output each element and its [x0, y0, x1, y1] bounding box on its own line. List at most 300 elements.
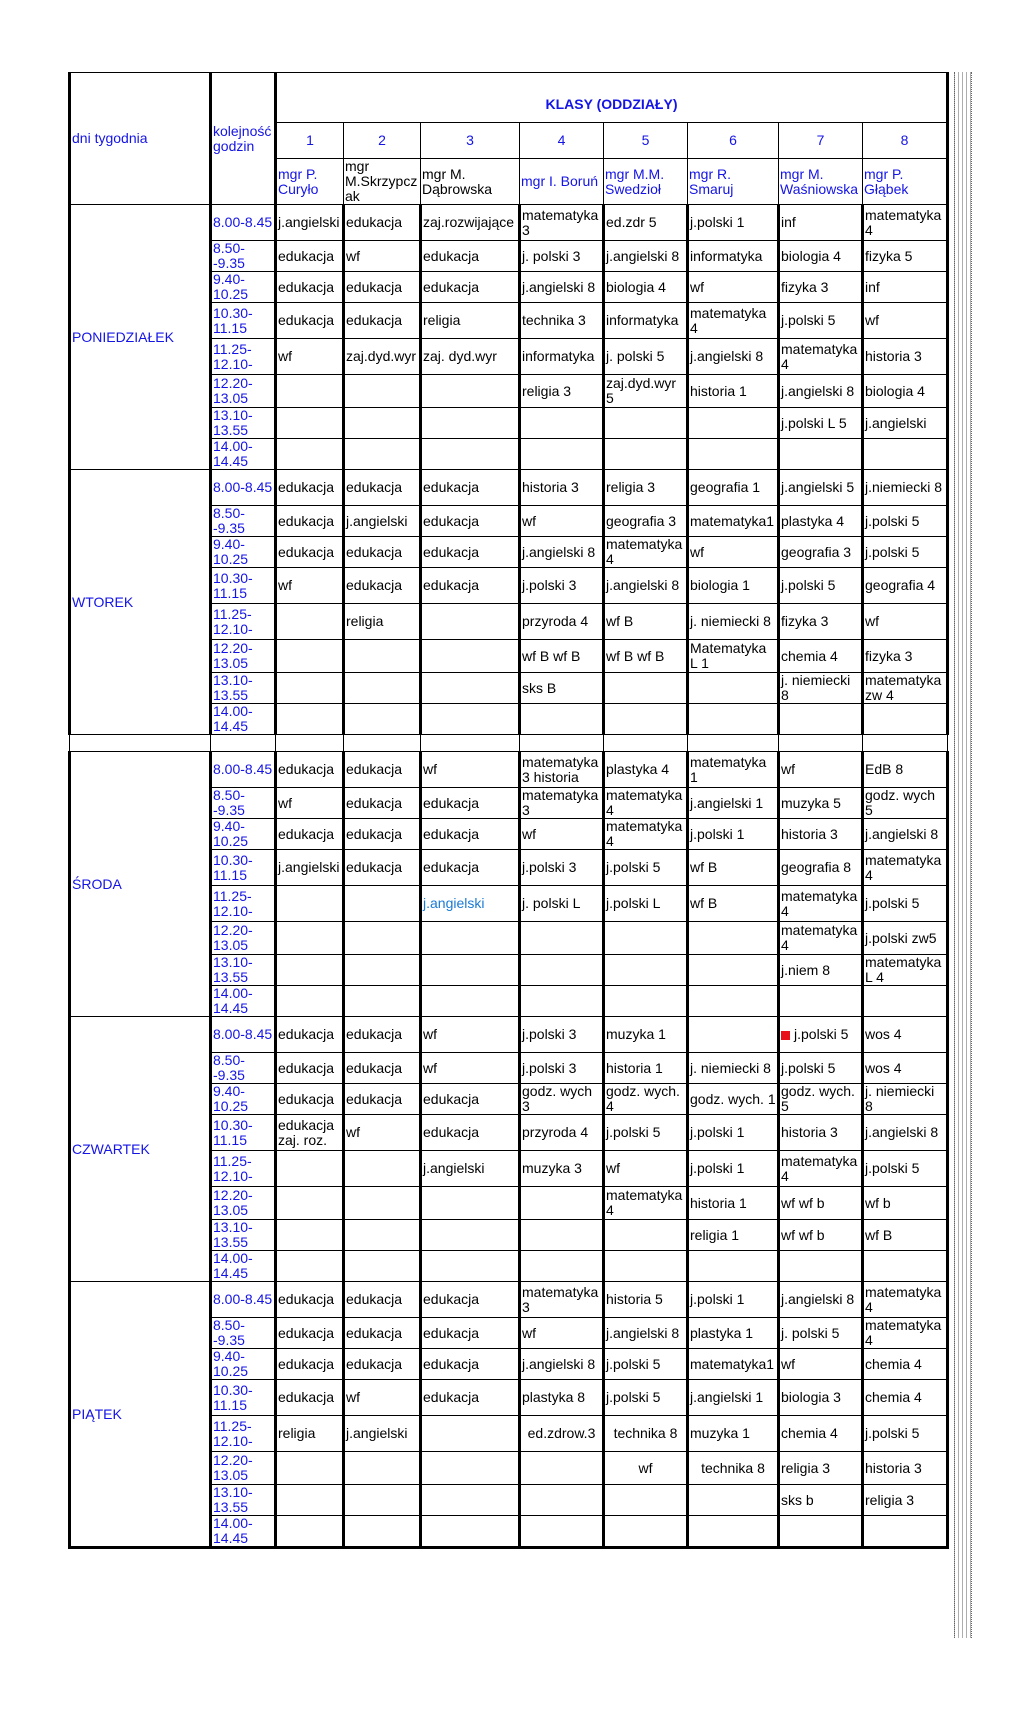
lesson-cell[interactable]: inf — [779, 205, 863, 241]
lesson-cell[interactable]: plastyka 1 — [688, 1318, 779, 1349]
lesson-cell[interactable] — [520, 1485, 604, 1516]
lesson-cell[interactable]: muzyka 1 — [604, 1017, 688, 1053]
lesson-cell[interactable]: wf — [520, 506, 604, 537]
lesson-cell[interactable]: biologia 3 — [779, 1380, 863, 1416]
lesson-cell[interactable]: j.angielski 8 — [779, 375, 863, 408]
lesson-cell[interactable]: edukacja — [421, 1084, 520, 1115]
lesson-cell[interactable]: wos 4 — [863, 1017, 948, 1053]
lesson-cell[interactable] — [421, 408, 520, 439]
lesson-cell[interactable] — [344, 375, 421, 408]
lesson-cell[interactable]: edukacja — [276, 1053, 344, 1084]
lesson-cell[interactable]: j.polski 5 — [779, 303, 863, 339]
lesson-cell[interactable]: matematyka 4 — [863, 205, 948, 241]
lesson-cell[interactable]: sks B — [520, 673, 604, 704]
lesson-cell[interactable] — [276, 704, 344, 735]
lesson-cell[interactable]: wf — [344, 241, 421, 272]
lesson-cell[interactable] — [344, 439, 421, 470]
lesson-cell[interactable]: matematyka 4 — [863, 850, 948, 886]
lesson-cell[interactable] — [520, 986, 604, 1017]
lesson-cell[interactable]: edukacja — [344, 788, 421, 819]
lesson-cell[interactable]: j.polski 5 — [604, 1349, 688, 1380]
lesson-cell[interactable] — [520, 1187, 604, 1220]
lesson-cell[interactable]: matematyka 3 — [520, 205, 604, 241]
lesson-cell[interactable]: matematyka 3 — [520, 788, 604, 819]
lesson-cell[interactable] — [520, 1251, 604, 1282]
lesson-cell[interactable]: inf — [863, 272, 948, 303]
lesson-cell[interactable] — [276, 439, 344, 470]
lesson-cell[interactable]: chemia 4 — [779, 640, 863, 673]
lesson-cell[interactable]: religia 3 — [863, 1485, 948, 1516]
lesson-cell[interactable]: religia 1 — [688, 1220, 779, 1251]
lesson-cell[interactable]: technika 8 — [688, 1452, 779, 1485]
lesson-cell[interactable]: wf — [421, 752, 520, 788]
lesson-cell[interactable]: j.polski 1 — [688, 205, 779, 241]
lesson-cell[interactable]: wf — [344, 1380, 421, 1416]
lesson-cell[interactable] — [421, 922, 520, 955]
lesson-cell[interactable]: wf B wf B — [520, 640, 604, 673]
lesson-cell[interactable]: chemia 4 — [863, 1380, 948, 1416]
lesson-cell[interactable]: wf — [779, 1349, 863, 1380]
lesson-cell[interactable]: matematyka 4 — [604, 1187, 688, 1220]
lesson-cell[interactable] — [863, 1251, 948, 1282]
lesson-cell[interactable]: j.angielski 8 — [604, 568, 688, 604]
lesson-cell[interactable]: j.polski 5 — [604, 1115, 688, 1151]
lesson-cell[interactable]: fizyka 3 — [779, 604, 863, 640]
lesson-cell[interactable]: muzyka 3 — [520, 1151, 604, 1187]
lesson-cell[interactable]: religia 3 — [604, 470, 688, 506]
lesson-cell[interactable]: plastyka 8 — [520, 1380, 604, 1416]
lesson-cell[interactable]: przyroda 4 — [520, 1115, 604, 1151]
lesson-cell[interactable]: przyroda 4 — [520, 604, 604, 640]
lesson-cell[interactable] — [276, 1516, 344, 1548]
lesson-cell[interactable]: edukacja — [276, 241, 344, 272]
lesson-cell[interactable]: j.polski 5 — [863, 506, 948, 537]
lesson-cell[interactable] — [863, 439, 948, 470]
lesson-cell[interactable]: technika 3 — [520, 303, 604, 339]
lesson-cell[interactable]: j.angielski 8 — [604, 241, 688, 272]
lesson-cell[interactable]: edukacja — [276, 1380, 344, 1416]
lesson-cell[interactable]: biologia 4 — [863, 375, 948, 408]
lesson-cell[interactable]: edukacja — [344, 752, 421, 788]
lesson-cell[interactable] — [276, 886, 344, 922]
lesson-cell[interactable]: wf — [276, 788, 344, 819]
lesson-cell[interactable]: edukacja — [344, 1282, 421, 1318]
lesson-cell[interactable]: edukacja — [421, 788, 520, 819]
lesson-cell[interactable]: historia 1 — [688, 375, 779, 408]
lesson-cell[interactable]: j.polski 1 — [688, 819, 779, 850]
lesson-cell[interactable]: edukacja — [276, 1318, 344, 1349]
lesson-cell[interactable]: matematyka L 4 — [863, 955, 948, 986]
lesson-cell[interactable]: edukacja — [276, 537, 344, 568]
lesson-cell[interactable] — [421, 986, 520, 1017]
lesson-cell[interactable]: biologia 1 — [688, 568, 779, 604]
lesson-cell[interactable] — [688, 1017, 779, 1053]
lesson-cell[interactable]: ed.zdr 5 — [604, 205, 688, 241]
lesson-cell[interactable]: edukacja — [344, 205, 421, 241]
lesson-cell[interactable]: j. polski L — [520, 886, 604, 922]
lesson-cell[interactable] — [604, 1220, 688, 1251]
lesson-cell[interactable]: j. niemiecki 8 — [779, 673, 863, 704]
lesson-cell[interactable] — [421, 704, 520, 735]
lesson-cell[interactable]: wf B — [688, 886, 779, 922]
lesson-cell[interactable]: matematyka 3 — [520, 1282, 604, 1318]
lesson-cell[interactable] — [276, 1485, 344, 1516]
lesson-cell[interactable]: godz. wych 5 — [863, 788, 948, 819]
lesson-cell[interactable]: j.angielski — [344, 506, 421, 537]
lesson-cell[interactable] — [344, 640, 421, 673]
lesson-cell[interactable]: ed.zdrow.3 — [520, 1416, 604, 1452]
lesson-cell[interactable] — [520, 439, 604, 470]
lesson-cell[interactable]: j. niemiecki 8 — [688, 604, 779, 640]
lesson-cell[interactable]: wf — [421, 1053, 520, 1084]
lesson-cell[interactable]: religia — [344, 604, 421, 640]
lesson-cell[interactable]: historia 3 — [863, 1452, 948, 1485]
lesson-cell[interactable] — [344, 408, 421, 439]
lesson-cell[interactable]: biologia 4 — [779, 241, 863, 272]
lesson-cell[interactable]: j.polski 5 — [863, 537, 948, 568]
lesson-cell[interactable] — [604, 673, 688, 704]
lesson-cell[interactable] — [863, 986, 948, 1017]
lesson-cell[interactable]: j.polski 5 — [863, 1151, 948, 1187]
lesson-cell[interactable]: j.niem 8 — [779, 955, 863, 986]
lesson-cell[interactable]: j. niemiecki 8 — [863, 1084, 948, 1115]
lesson-cell[interactable]: edukacja — [276, 272, 344, 303]
lesson-cell[interactable]: zaj. dyd.wyr — [421, 339, 520, 375]
lesson-cell[interactable]: chemia 4 — [863, 1349, 948, 1380]
lesson-cell[interactable]: wf b — [863, 1187, 948, 1220]
lesson-cell[interactable]: wf — [604, 1452, 688, 1485]
lesson-cell[interactable] — [604, 439, 688, 470]
lesson-cell[interactable]: edukacja — [421, 537, 520, 568]
lesson-cell[interactable] — [421, 1452, 520, 1485]
lesson-cell[interactable] — [863, 704, 948, 735]
lesson-cell[interactable] — [520, 955, 604, 986]
lesson-cell[interactable]: geografia 1 — [688, 470, 779, 506]
lesson-cell[interactable]: j.polski 3 — [520, 568, 604, 604]
lesson-cell[interactable]: edukacja — [421, 272, 520, 303]
lesson-cell[interactable] — [688, 955, 779, 986]
lesson-cell[interactable]: edukacja — [421, 1318, 520, 1349]
lesson-cell[interactable]: edukacja — [344, 1349, 421, 1380]
lesson-cell[interactable] — [421, 1516, 520, 1548]
lesson-cell[interactable] — [779, 986, 863, 1017]
lesson-cell[interactable]: chemia 4 — [779, 1416, 863, 1452]
lesson-cell[interactable]: j.angielski 8 — [520, 537, 604, 568]
lesson-cell[interactable]: historia 3 — [863, 339, 948, 375]
lesson-cell[interactable] — [344, 1485, 421, 1516]
lesson-cell[interactable] — [276, 408, 344, 439]
lesson-cell[interactable]: geografia 3 — [779, 537, 863, 568]
lesson-cell[interactable]: religia 3 — [520, 375, 604, 408]
lesson-cell[interactable]: j.polski L 5 — [779, 408, 863, 439]
lesson-cell[interactable] — [344, 1516, 421, 1548]
lesson-cell[interactable]: j.angielski 8 — [688, 339, 779, 375]
lesson-cell[interactable]: godz. wych. 5 — [779, 1084, 863, 1115]
lesson-cell[interactable] — [344, 1220, 421, 1251]
lesson-cell[interactable]: j.angielski 5 — [779, 470, 863, 506]
lesson-cell[interactable] — [276, 673, 344, 704]
lesson-cell[interactable]: j.polski 1 — [688, 1115, 779, 1151]
lesson-cell[interactable] — [344, 1187, 421, 1220]
lesson-cell[interactable]: wf — [344, 1115, 421, 1151]
lesson-cell[interactable]: edukacja — [344, 819, 421, 850]
lesson-cell[interactable] — [344, 955, 421, 986]
lesson-cell[interactable]: edukacja — [421, 506, 520, 537]
lesson-cell[interactable]: wf B — [604, 604, 688, 640]
lesson-cell[interactable] — [276, 1251, 344, 1282]
lesson-cell[interactable] — [604, 986, 688, 1017]
lesson-cell[interactable]: edukacja — [344, 1053, 421, 1084]
lesson-cell[interactable] — [421, 375, 520, 408]
lesson-cell[interactable]: j.polski 1 — [688, 1151, 779, 1187]
lesson-cell[interactable] — [276, 986, 344, 1017]
lesson-cell[interactable]: j.angielski 8 — [520, 272, 604, 303]
lesson-cell[interactable]: edukacja — [421, 1349, 520, 1380]
lesson-cell[interactable]: edukacja — [344, 470, 421, 506]
lesson-cell[interactable]: edukacja — [421, 470, 520, 506]
lesson-cell[interactable]: j.polski 5 — [863, 886, 948, 922]
lesson-cell[interactable]: geografia 3 — [604, 506, 688, 537]
lesson-cell[interactable]: edukacja — [344, 537, 421, 568]
lesson-cell[interactable]: j.polski 5 — [779, 568, 863, 604]
lesson-cell[interactable]: wf — [276, 339, 344, 375]
lesson-cell[interactable]: edukacja — [421, 1115, 520, 1151]
lesson-cell[interactable]: religia — [276, 1416, 344, 1452]
lesson-cell[interactable]: j.polski 5 — [779, 1053, 863, 1084]
lesson-cell[interactable]: edukacja — [344, 272, 421, 303]
lesson-cell[interactable] — [421, 673, 520, 704]
lesson-cell[interactable]: edukacja zaj. roz. — [276, 1115, 344, 1151]
lesson-cell[interactable] — [276, 1220, 344, 1251]
lesson-cell[interactable]: wf — [421, 1017, 520, 1053]
lesson-cell[interactable]: j.polski 3 — [520, 1017, 604, 1053]
lesson-cell[interactable]: wf — [276, 568, 344, 604]
lesson-cell[interactable] — [688, 1251, 779, 1282]
lesson-cell[interactable]: edukacja — [421, 1380, 520, 1416]
lesson-cell[interactable] — [276, 375, 344, 408]
lesson-cell[interactable]: edukacja — [421, 819, 520, 850]
lesson-cell[interactable]: historia 1 — [688, 1187, 779, 1220]
lesson-cell[interactable]: matematyka 4 — [863, 1282, 948, 1318]
lesson-cell[interactable]: j.polski L — [604, 886, 688, 922]
lesson-cell[interactable] — [344, 986, 421, 1017]
lesson-cell[interactable]: edukacja — [276, 819, 344, 850]
lesson-cell[interactable]: zaj.dyd.wyr — [344, 339, 421, 375]
lesson-cell[interactable]: edukacja — [344, 850, 421, 886]
lesson-cell[interactable] — [520, 1516, 604, 1548]
lesson-cell[interactable]: edukacja — [276, 1017, 344, 1053]
lesson-cell[interactable] — [604, 1251, 688, 1282]
lesson-cell[interactable]: matematyka 4 — [604, 788, 688, 819]
lesson-cell[interactable] — [344, 704, 421, 735]
lesson-cell[interactable]: j.angielski 8 — [779, 1282, 863, 1318]
lesson-cell[interactable]: j.angielski 1 — [688, 1380, 779, 1416]
lesson-cell[interactable]: historia 3 — [779, 819, 863, 850]
lesson-cell[interactable] — [520, 1220, 604, 1251]
lesson-cell[interactable] — [520, 704, 604, 735]
lesson-cell[interactable]: j. polski 5 — [779, 1318, 863, 1349]
lesson-cell[interactable]: plastyka 4 — [779, 506, 863, 537]
lesson-cell[interactable]: j.polski 5 — [863, 1416, 948, 1452]
lesson-cell[interactable] — [276, 604, 344, 640]
lesson-cell[interactable] — [688, 1485, 779, 1516]
lesson-cell[interactable] — [688, 704, 779, 735]
lesson-cell[interactable]: wf — [688, 537, 779, 568]
lesson-cell[interactable]: edukacja — [421, 241, 520, 272]
lesson-cell[interactable] — [421, 1251, 520, 1282]
lesson-cell[interactable] — [688, 439, 779, 470]
lesson-cell[interactable] — [421, 1187, 520, 1220]
lesson-cell[interactable]: j.polski 3 — [520, 850, 604, 886]
lesson-cell[interactable]: technika 8 — [604, 1416, 688, 1452]
lesson-cell[interactable]: j.angielski — [863, 408, 948, 439]
lesson-cell[interactable]: matematyka 4 — [779, 922, 863, 955]
lesson-cell[interactable]: historia 3 — [779, 1115, 863, 1151]
lesson-cell[interactable] — [604, 955, 688, 986]
lesson-cell[interactable]: matematyka1 — [688, 506, 779, 537]
lesson-cell[interactable]: godz. wych 3 — [520, 1084, 604, 1115]
lesson-cell[interactable]: edukacja — [344, 1017, 421, 1053]
lesson-cell[interactable]: biologia 4 — [604, 272, 688, 303]
lesson-cell[interactable]: informatyka — [604, 303, 688, 339]
lesson-cell[interactable]: edukacja — [344, 1084, 421, 1115]
lesson-cell[interactable]: historia 3 — [520, 470, 604, 506]
lesson-cell[interactable]: j.angielski — [421, 1151, 520, 1187]
lesson-cell[interactable]: wf — [520, 1318, 604, 1349]
lesson-cell[interactable]: j.polski 5 — [604, 850, 688, 886]
lesson-cell[interactable] — [779, 1251, 863, 1282]
lesson-cell[interactable]: j.polski 3 — [520, 1053, 604, 1084]
lesson-cell[interactable]: historia 1 — [604, 1053, 688, 1084]
lesson-cell[interactable] — [344, 1251, 421, 1282]
lesson-cell[interactable] — [276, 1151, 344, 1187]
lesson-cell[interactable]: j. polski 5 — [604, 339, 688, 375]
lesson-cell[interactable]: wf — [688, 272, 779, 303]
lesson-cell[interactable]: godz. wych. 4 — [604, 1084, 688, 1115]
lesson-cell[interactable]: matematyka 4 — [779, 886, 863, 922]
lesson-cell[interactable] — [421, 1485, 520, 1516]
lesson-cell[interactable] — [344, 886, 421, 922]
lesson-cell[interactable] — [779, 704, 863, 735]
lesson-cell[interactable] — [421, 1220, 520, 1251]
lesson-cell[interactable]: wos 4 — [863, 1053, 948, 1084]
lesson-cell[interactable] — [779, 439, 863, 470]
lesson-cell[interactable]: j. polski 3 — [520, 241, 604, 272]
lesson-cell[interactable]: matematyka 4 — [688, 303, 779, 339]
lesson-cell[interactable]: matematyka 4 — [863, 1318, 948, 1349]
lesson-cell[interactable]: zaj.dyd.wyr 5 — [604, 375, 688, 408]
lesson-cell[interactable]: plastyka 4 — [604, 752, 688, 788]
lesson-cell[interactable] — [421, 640, 520, 673]
lesson-cell[interactable]: matematyka1 — [688, 1349, 779, 1380]
lesson-cell[interactable]: j.polski 1 — [688, 1282, 779, 1318]
lesson-cell[interactable]: edukacja — [276, 1349, 344, 1380]
lesson-cell[interactable]: edukacja — [276, 303, 344, 339]
lesson-cell[interactable] — [688, 922, 779, 955]
lesson-cell[interactable] — [344, 1151, 421, 1187]
lesson-cell[interactable]: matematyka 4 — [779, 339, 863, 375]
lesson-cell[interactable] — [604, 704, 688, 735]
lesson-cell[interactable]: informatyka — [688, 241, 779, 272]
lesson-cell[interactable]: edukacja — [344, 568, 421, 604]
lesson-cell[interactable]: sks b — [779, 1485, 863, 1516]
lesson-cell[interactable]: edukacja — [276, 470, 344, 506]
lesson-cell[interactable]: j.angielski — [344, 1416, 421, 1452]
lesson-cell[interactable]: j.angielski 8 — [520, 1349, 604, 1380]
lesson-cell[interactable] — [604, 1485, 688, 1516]
lesson-cell[interactable] — [344, 673, 421, 704]
lesson-cell[interactable]: matematyka 4 — [779, 1151, 863, 1187]
lesson-cell[interactable] — [779, 1516, 863, 1548]
lesson-cell[interactable]: edukacja — [276, 506, 344, 537]
lesson-cell[interactable] — [276, 1452, 344, 1485]
lesson-cell[interactable]: fizyka 3 — [863, 640, 948, 673]
lesson-cell[interactable]: fizyka 5 — [863, 241, 948, 272]
lesson-cell[interactable]: j.polski zw5 — [863, 922, 948, 955]
lesson-cell[interactable]: wf B wf B — [604, 640, 688, 673]
lesson-cell[interactable] — [276, 1187, 344, 1220]
lesson-cell[interactable]: j.angielski — [276, 205, 344, 241]
lesson-cell[interactable]: matematyka 4 — [604, 819, 688, 850]
lesson-cell[interactable]: j.angielski — [276, 850, 344, 886]
lesson-cell[interactable]: matematyka 3 historia — [520, 752, 604, 788]
lesson-cell[interactable]: wf wf b — [779, 1220, 863, 1251]
lesson-cell[interactable]: j.angielski 8 — [604, 1318, 688, 1349]
lesson-cell[interactable]: fizyka 3 — [779, 272, 863, 303]
lesson-cell[interactable]: edukacja — [276, 752, 344, 788]
lesson-cell[interactable] — [421, 1416, 520, 1452]
lesson-cell[interactable] — [604, 922, 688, 955]
lesson-cell[interactable]: wf B — [688, 850, 779, 886]
lesson-cell[interactable]: zaj.rozwijające — [421, 205, 520, 241]
lesson-cell[interactable]: wf — [863, 604, 948, 640]
lesson-cell[interactable] — [863, 1516, 948, 1548]
lesson-cell[interactable] — [421, 604, 520, 640]
lesson-cell[interactable]: religia 3 — [779, 1452, 863, 1485]
lesson-cell[interactable] — [604, 408, 688, 439]
lesson-cell[interactable]: j. niemiecki 8 — [688, 1053, 779, 1084]
lesson-cell[interactable]: informatyka — [520, 339, 604, 375]
lesson-cell[interactable] — [276, 922, 344, 955]
lesson-cell[interactable]: EdB 8 — [863, 752, 948, 788]
lesson-cell[interactable]: j.niemiecki 8 — [863, 470, 948, 506]
lesson-cell[interactable]: wf — [779, 752, 863, 788]
lesson-cell[interactable]: edukacja — [276, 1084, 344, 1115]
lesson-cell[interactable] — [421, 955, 520, 986]
lesson-cell[interactable] — [344, 922, 421, 955]
lesson-cell[interactable] — [520, 922, 604, 955]
lesson-cell[interactable]: godz. wych. 1 — [688, 1084, 779, 1115]
lesson-cell[interactable]: matematyka 4 — [604, 537, 688, 568]
lesson-cell[interactable] — [604, 1516, 688, 1548]
lesson-cell[interactable] — [344, 1452, 421, 1485]
lesson-cell[interactable]: geografia 4 — [863, 568, 948, 604]
lesson-cell[interactable]: muzyka 5 — [779, 788, 863, 819]
lesson-cell[interactable]: historia 5 — [604, 1282, 688, 1318]
lesson-cell[interactable]: matematyka zw 4 — [863, 673, 948, 704]
lesson-cell[interactable]: Matematyka L 1 — [688, 640, 779, 673]
lesson-cell[interactable]: wf wf b — [779, 1187, 863, 1220]
lesson-cell[interactable]: matematyka 1 — [688, 752, 779, 788]
lesson-cell[interactable]: j.angielski — [421, 886, 520, 922]
lesson-cell[interactable]: edukacja — [421, 1282, 520, 1318]
lesson-cell[interactable] — [276, 640, 344, 673]
lesson-cell[interactable]: edukacja — [421, 568, 520, 604]
lesson-cell[interactable] — [520, 408, 604, 439]
lesson-cell[interactable]: edukacja — [276, 1282, 344, 1318]
lesson-cell[interactable]: religia — [421, 303, 520, 339]
lesson-cell[interactable]: j.angielski 8 — [863, 819, 948, 850]
